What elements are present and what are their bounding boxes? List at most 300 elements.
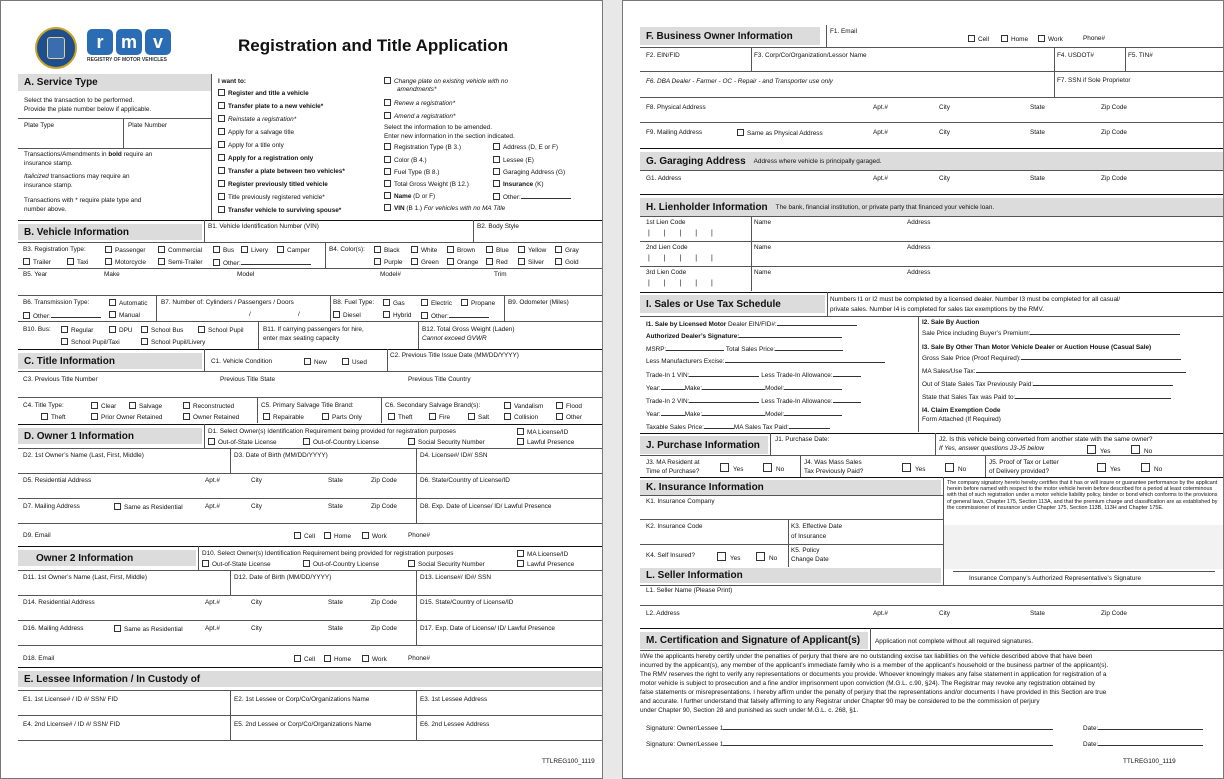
i-want-to-label: I want to: (218, 78, 247, 85)
tt-owner-retained[interactable]: Owner Retained (183, 413, 239, 421)
c1-label: C1. Vehicle Condition (211, 358, 273, 365)
m-text-3: The RMV reserves the right to verify any representations or documents you provide. Whoever knowingly makes any false statement in application for registration of a (640, 671, 1107, 678)
i3-tax: MA Sales/Use Tax: (922, 366, 1186, 375)
i3-label: I3. Sale By Other Than Motor Vehicle Dealer or Auction House (Casual Sale) (922, 344, 1152, 351)
d16-apt: Apt.# (205, 625, 220, 632)
fuel-gas[interactable]: Gas (383, 299, 405, 307)
amend-insurance[interactable]: Insurance (K) (493, 180, 544, 188)
plate-number-label: Plate Number (128, 122, 168, 129)
opt-title-only[interactable]: Apply for a title only (218, 141, 284, 149)
note-bold-2: insurance stamp. (24, 160, 73, 167)
lien2-name: Name (754, 244, 772, 251)
i1-sig: Authorized Dealer’s Signature: (646, 331, 842, 340)
section-k-header: K. Insurance Information (640, 480, 941, 495)
d18-work[interactable]: Work (362, 655, 387, 663)
d14-apt: Apt.# (205, 599, 220, 606)
i1-label: I1. Sale by Licensed Motor Dealer EIN/FID#: (646, 319, 857, 328)
cond-new[interactable]: New (304, 358, 327, 366)
prev-title-state-label: Previous Title State (220, 376, 276, 383)
k5-label: K5. Policy (791, 547, 820, 554)
tt-salvage[interactable]: Salvage (129, 402, 162, 410)
d16-label: D16. Mailing Address (23, 625, 84, 632)
j2-label: J2. Is this vehicle being converted from another state with the same owner? (939, 436, 1153, 443)
k1-label: K1. Insurance Company (646, 498, 715, 505)
j1-label: J1. Purchase Date: (775, 436, 830, 443)
l2-city: City (939, 610, 951, 617)
d11-label: D11. 1st Owner’s Name (Last, First, Middle) (23, 574, 147, 581)
j5-label: J5. Proof of Tax or Letter (989, 459, 1059, 466)
rmv-subtitle: REGISTRY OF MOTOR VEHICLES (87, 57, 167, 63)
id-out-of-country[interactable]: Out-of-Country License (303, 438, 379, 446)
lien3-name: Name (754, 269, 772, 276)
j5-label-2: of Delivery provided? (989, 468, 1050, 475)
c4-label: C4. Title Type: (23, 402, 64, 409)
fuel-electric[interactable]: Electric (421, 299, 452, 307)
d14-city: City (251, 599, 263, 606)
f1-home[interactable]: Home (1001, 35, 1028, 43)
e3-label: E3. 1st Lessee Address (420, 696, 488, 703)
opt-reinstate[interactable]: Reinstate a registration* (218, 115, 296, 123)
id-ma-license[interactable]: MA License/ID (517, 428, 568, 436)
b5-label: B5. Year (23, 271, 48, 278)
id-lawful-presence[interactable]: Lawful Presence (517, 438, 574, 446)
b6-label: B6. Transmission Type: (23, 299, 90, 306)
d17-label: D17. Exp. Date of License/ ID/ Lawful Presence (420, 625, 555, 632)
j2-yes[interactable]: Yes (1087, 445, 1110, 455)
b11-label: B11. If carrying passengers for hire, (263, 326, 364, 333)
l2-zip: Zip Code (1101, 610, 1127, 617)
section-b-header: B. Vehicle Information (18, 224, 202, 240)
g1-state: State (1030, 175, 1045, 182)
d8-label: D8. Exp. Date of License/ ID/ Lawful Presence (420, 503, 552, 510)
color-gold[interactable]: Gold (555, 258, 579, 266)
m-text-1: I/We the applicants hereby certify under the penalties of perjury that there are no outstanding excise tax liabilities on the vehicle described above that have been (640, 653, 1093, 660)
f8-state: State (1030, 104, 1045, 111)
j2-no[interactable]: No (1131, 445, 1152, 455)
tt-clear[interactable]: Clear (91, 402, 116, 410)
section-m-header: M. Certification and Signature of Applicant(s) (640, 632, 868, 649)
g1-label: G1. Address (646, 175, 682, 182)
color-white[interactable]: White (411, 246, 437, 254)
note-italic-2: insurance stamp. (24, 182, 73, 189)
f9-same[interactable]: Same as Physical Address (737, 129, 823, 137)
section-d-header: D. Owner 1 Information (18, 428, 202, 444)
section-j-header: J. Purchase Information (640, 436, 768, 454)
bus-dpu[interactable]: DPU (109, 326, 133, 334)
trans-manual[interactable]: Manual (109, 311, 140, 319)
prev-title-country-label: Previous Title Country (408, 376, 471, 383)
model-label: Model (237, 271, 255, 278)
b11-label-2: enter max seating capacity (263, 335, 340, 342)
k4-label: K4. Self Insured? (646, 552, 696, 559)
rt-semi[interactable]: Semi-Trailer (158, 258, 203, 266)
form-page-2 (622, 0, 1224, 779)
trim-label: Trim (494, 271, 507, 278)
d18-cell[interactable]: Cell (294, 655, 315, 663)
insurance-certification: The company signatory hereto hereby certifies that it has or will insure or guarantee performance by the applicant herein before named with respect to the motor vehicle herein before described for a period at least coterminous with that of such registration under a motor vehicle liability policy, binder or bond which conforms to the provisions of general laws, Chapter 175, Section 113A, and that the premium charge and classification are as established by the commissioner of insurance under Chapter 175, Section 113B, 113H and Chapter 175E. (947, 480, 1218, 511)
rt-taxi[interactable]: Taxi (67, 258, 88, 266)
d12-label: D12. Date of Birth (MM/DD/YYYY) (234, 574, 332, 581)
d9-label: D9. Email (23, 532, 51, 539)
signature-owner-2[interactable]: Signature: Owner/Lessee 1 (646, 739, 1053, 748)
b7-label: B7. Number of: Cylinders / Passengers / Doors (161, 299, 294, 306)
amend-vin[interactable]: VIN (B 1.) For vehicles with no MA Title (384, 204, 505, 212)
i4-note: Form Attached (If Required) (922, 416, 1001, 423)
f4-label: F4. USDOT# (1057, 52, 1094, 59)
opt-change-plate-2: amendments* (397, 86, 437, 93)
d7-label: D7. Mailing Address (23, 503, 80, 510)
j3-label: J3. MA Resident at (646, 459, 700, 466)
f2-label: F2. EIN/FID (646, 52, 680, 59)
owner2-header: Owner 2 Information (18, 550, 196, 566)
k4-no[interactable]: No (756, 552, 777, 562)
model-no-label: Model# (380, 271, 401, 278)
i1-tradein1-ymm: Year: Make: Model: (646, 383, 842, 392)
color-purple[interactable]: Purple (374, 258, 402, 266)
f3-label: F3. Corp/Co/Organization/Lessor Name (754, 52, 867, 59)
i1-tradein2-ymm: Year: Make: Model: (646, 409, 842, 418)
j5-no[interactable]: No (1141, 463, 1162, 473)
color-brown[interactable]: Brown (447, 246, 475, 254)
f8-zip: Zip Code (1101, 104, 1127, 111)
rt-trailer[interactable]: Trailer (23, 258, 51, 266)
opt-transfer-plate[interactable]: Transfer plate to a new vehicle* (218, 102, 323, 110)
i2-label: I2. Sale By Auction (922, 319, 980, 326)
m-note: Application not complete without all required signatures. (875, 638, 1034, 645)
section-a-header: A. Service Type (18, 74, 211, 91)
l2-label: L2. Address (646, 610, 680, 617)
cond-used[interactable]: Used (342, 358, 367, 366)
i1-tradein2: Trade-In 2 VIN: Less Trade-In Allowance: (646, 396, 861, 405)
e1-label: E1. 1st License# / ID #/ SSN/ FID (23, 696, 118, 703)
opt-renew[interactable]: Renew a registration* (384, 99, 455, 107)
d14-state: State (328, 599, 343, 606)
opt-title-prev-registered[interactable]: Title previously registered vehicle* (218, 193, 325, 201)
d1-label: D1. Select Owner(s) Identification Requirement being provided for registration purposes (208, 428, 456, 435)
trans-automatic[interactable]: Automatic (109, 299, 147, 307)
e4-label: E4. 2nd License# / ID #/ SSN/ FID (23, 721, 120, 728)
rmv-logo-r: r (87, 29, 113, 55)
b7-slash-1: / (249, 311, 251, 318)
bus-school[interactable]: School Bus (141, 326, 183, 334)
f9-label: F9. Mailing Address (646, 129, 703, 136)
bus-pupil-taxi[interactable]: School Pupil/Taxi (61, 338, 120, 346)
e6-label: E6. 2nd Lessee Address (420, 721, 490, 728)
amend-address[interactable]: Address (D, E or F) (493, 143, 558, 151)
f8-apt: Apt.# (873, 104, 888, 111)
j4-label: J4. Was Mass Sales (804, 459, 862, 466)
b9-label: B9. Odometer (Miles) (508, 299, 569, 306)
g1-city: City (939, 175, 951, 182)
d18-home[interactable]: Home (324, 655, 351, 663)
lien1-boxes[interactable]: | | | | | (648, 230, 719, 237)
f6-label: F6. DBA Dealer - Farmer - OC - Repair - and Transporter use only (646, 78, 833, 85)
section-f-header: F. Business Owner Information (640, 27, 820, 45)
j3-label-2: Time of Purchase? (646, 468, 700, 475)
opt-register-title[interactable]: Register and title a vehicle (218, 89, 309, 97)
note-star-2: number above. (24, 206, 67, 213)
fuel-propane[interactable]: Propane (461, 299, 495, 307)
rt-other[interactable]: Other: (213, 258, 311, 267)
lien3-boxes[interactable]: | | | | | (648, 280, 719, 287)
d9-home[interactable]: Home (324, 532, 351, 540)
opt-surviving-spouse[interactable]: Transfer vehicle to surviving spouse* (218, 206, 341, 214)
d7-state: State (328, 503, 343, 510)
j4-no[interactable]: No (945, 463, 966, 473)
k4-yes[interactable]: Yes (717, 552, 740, 562)
section-g-header: G. Garaging Address Address where vehicle is principally garaged. (640, 152, 1224, 170)
d10-label: D10. Select Owner(s) Identification Requirement being provided for registration purposes (202, 550, 454, 557)
amend-other[interactable]: Other: (493, 192, 571, 201)
c6-label: C6. Secondary Salvage Brand(s): (385, 402, 481, 409)
amend-reg-type[interactable]: Registration Type (B 3.) (384, 143, 461, 151)
b12-label: B12. Total Gross Weight (Laden) (422, 326, 515, 333)
sb-theft[interactable]: Theft (388, 413, 413, 421)
page-title: Registration and Title Application (238, 36, 509, 55)
plate-type-label: Plate Type (24, 122, 55, 129)
i1-excise: Less Manufacturers Excise: (646, 356, 885, 365)
b8-label: B8. Fuel Type: (333, 299, 375, 306)
form-number-2: TTLREG100_1119 (1123, 758, 1176, 765)
sb-other[interactable]: Other (556, 413, 582, 421)
amend-fuel[interactable]: Fuel Type (B 8.) (384, 168, 439, 176)
d16-same[interactable]: Same as Residential (114, 625, 183, 633)
b1-label: B1. Vehicle Identification Number (VIN) (208, 223, 319, 230)
insurance-stamp-area[interactable] (944, 525, 1224, 569)
f9-apt: Apt.# (873, 129, 888, 136)
opt-transfer-between[interactable]: Transfer a plate between two vehicles* (218, 167, 345, 175)
bus-pupil-livery[interactable]: School Pupil/Livery (141, 338, 205, 346)
lien1-code: 1st Lien Code (646, 219, 686, 226)
d18-phone: Phone# (408, 655, 431, 662)
section-h-header: H. Lienholder Information The bank, financial institution, or private party that financed your vehicle loan. (640, 198, 1224, 216)
e2-label: E2. 1st Lessee or Corp/Co/Organizations Name (234, 696, 370, 703)
d9-phone: Phone# (408, 532, 431, 539)
opt-amend[interactable]: Amend a registration* (384, 112, 455, 120)
l2-apt: Apt.# (873, 610, 888, 617)
bus-school-pupil[interactable]: School Pupil (198, 326, 244, 334)
f1-phone: Phone# (1083, 35, 1106, 42)
j2-note: If Yes, answer questions J3-J5 below (939, 445, 1045, 452)
rt-commercial[interactable]: Commercial (158, 246, 202, 254)
d3-label: D3. Date of Birth (MM/DD/YYYY) (234, 452, 328, 459)
d6-label: D6. State/Country of License/ID (420, 477, 510, 484)
f9-city: City (939, 129, 951, 136)
d5-apt: Apt.# (205, 477, 220, 484)
rt-livery[interactable]: Livery (241, 246, 268, 254)
pb-repairable[interactable]: Repairable (263, 413, 304, 421)
id-out-of-state[interactable]: Out-of-State License (208, 438, 277, 446)
m-text-7: under Chapter 90, Section 28 and punished as such under M.G.L. c. 268, §1. (640, 707, 859, 714)
f9-zip: Zip Code (1101, 129, 1127, 136)
j3-yes[interactable]: Yes (720, 463, 743, 473)
tt-prior-owner[interactable]: Prior Owner Retained (91, 413, 162, 421)
b2-label: B2. Body Style (477, 223, 519, 230)
d14-label: D14. Residential Address (23, 599, 95, 606)
j3-no[interactable]: No (763, 463, 784, 473)
color-yellow[interactable]: Yellow (518, 246, 546, 254)
pb-parts-only[interactable]: Parts Only (322, 413, 362, 421)
i3-oos: Out of State Sales Tax Previously Paid: (922, 379, 1173, 388)
j4-label-2: Tax Previously Paid? (804, 468, 864, 475)
amend-lessee[interactable]: Lessee (E) (493, 156, 534, 164)
insurance-signature-label: Insurance Company’s Authorized Representative’s Signature (969, 575, 1142, 582)
i2-price: Sale Price including Buyer’s Premium: (922, 328, 1180, 337)
k3-label: K3. Effective Date (791, 523, 843, 530)
tt-theft[interactable]: Theft (41, 413, 66, 421)
sb-salt[interactable]: Salt (468, 413, 489, 421)
m-text-5: false statements or misrepresentations. I hereby affirm under the penalty of perjury that the representations and/or documents I have provided in this Section are true (640, 689, 1107, 696)
fuel-diesel[interactable]: Diesel (333, 311, 361, 319)
d9-cell[interactable]: Cell (294, 532, 315, 540)
amend-color[interactable]: Color (B 4.) (384, 156, 427, 164)
i3-state: State that Sales Tax was Paid to: (922, 392, 1171, 401)
lien2-address: Address (907, 244, 931, 251)
b4-label: B4. Color(s): (329, 246, 365, 253)
lien3-code: 3rd Lien Code (646, 269, 687, 276)
id-ssn[interactable]: Social Security Number (408, 438, 485, 446)
l2-state: State (1030, 610, 1045, 617)
d4-label: D4. License#/ ID#/ SSN (420, 452, 488, 459)
sb-vandalism[interactable]: Vandalism (504, 402, 543, 410)
g1-apt: Apt.# (873, 175, 888, 182)
section-l-header: L. Seller Information (640, 568, 941, 583)
opt-change-plate[interactable]: Change plate on existing vehicle with no (384, 77, 508, 85)
f1-cell[interactable]: Cell (968, 35, 989, 43)
d16-city: City (251, 625, 263, 632)
l1-label: L1. Seller Name (Please Print) (646, 587, 733, 594)
i1-msrp: MSRP: Total Sales Price: (646, 344, 843, 353)
amend-instr-2: Enter new information in the section indicated. (384, 133, 515, 140)
f5-label: F5. TIN# (1128, 52, 1153, 59)
i1-tradein1: Trade-In 1 VIN: Less Trade-In Allowance: (646, 370, 861, 379)
b10-label: B10. Bus: (23, 326, 51, 333)
d18-label: D18. Email (23, 655, 55, 662)
color-orange[interactable]: Orange (447, 258, 478, 266)
id2-ssn[interactable]: Social Security Number (408, 560, 485, 568)
k5-label-2: Change Date (791, 556, 829, 563)
signature-owner-1[interactable]: Signature: Owner/Lessee 1 (646, 723, 1053, 732)
section-a-desc-1: Select the transaction to be performed. (24, 97, 135, 104)
section-e-header: E. Lessee Information / In Custody of (18, 671, 603, 687)
section-c-header: C. Title Information (18, 353, 202, 369)
d13-label: D13. License#/ ID#/ SSN (420, 574, 492, 581)
fuel-other[interactable]: Other: (421, 311, 489, 320)
rt-camper[interactable]: Camper (277, 246, 310, 254)
i-note-1: Numbers I1 or I2 must be completed by a licensed dealer. Number I3 must be completed for all casual/ (830, 296, 1121, 303)
id2-lawful-presence[interactable]: Lawful Presence (517, 560, 574, 568)
id2-ma-license[interactable]: MA License/ID (517, 550, 568, 558)
lien2-code: 2nd Lien Code (646, 244, 688, 251)
color-green[interactable]: Green (411, 258, 439, 266)
b7-slash-2: / (298, 311, 300, 318)
f8-label: F8. Physical Address (646, 104, 706, 111)
f7-label: F7. SSN if Sole Proprietor (1057, 77, 1131, 84)
f1-work[interactable]: Work (1038, 35, 1063, 43)
fuel-hybrid[interactable]: Hybrid (383, 311, 411, 319)
opt-salvage-title[interactable]: Apply for a salvage title (218, 128, 294, 136)
g1-zip: Zip Code (1101, 175, 1127, 182)
d7-city: City (251, 503, 263, 510)
amend-garaging[interactable]: Garaging Address (G) (493, 168, 565, 176)
d15-label: D15. State/Country of License/ID (420, 599, 514, 606)
massachusetts-seal-icon (35, 27, 77, 69)
c3-label: C3. Previous Title Number (23, 376, 98, 383)
d5-city: City (251, 477, 263, 484)
rmv-logo-m: m (116, 29, 142, 55)
amend-name[interactable]: Name (D or F) (384, 192, 435, 200)
bus-regular[interactable]: Regular (61, 326, 93, 334)
lien1-name: Name (754, 219, 772, 226)
amend-weight[interactable]: Total Gross Weight (B 12.) (384, 180, 469, 188)
sb-collision[interactable]: Collision (504, 413, 538, 421)
make-label: Make (104, 271, 120, 278)
d14-zip: Zip Code (371, 599, 397, 606)
trans-other[interactable]: Other: (23, 311, 101, 320)
opt-register-prev-titled[interactable]: Register previously titled vehicle (218, 180, 328, 188)
d7-zip: Zip Code (371, 503, 397, 510)
form-page-1 (0, 0, 603, 779)
m-text-6: and accurate. I further understand that falsely affirming to any Registrar under Chapter 90 may be considered to be the commission of perjury (640, 698, 1040, 705)
signature-date-2[interactable]: Date: (1083, 739, 1203, 748)
section-i-header: I. Sales or Use Tax Schedule (640, 295, 825, 313)
d5-state: State (328, 477, 343, 484)
color-red[interactable]: Red (486, 258, 508, 266)
id2-out-of-country[interactable]: Out-of-Country License (303, 560, 379, 568)
m-text-4: motor vehicle is subject to prosecution and a fine and/or imprisonment upon conviction (M.G.L. c.90, §24). The Registrar may revoke any registration obtained by (640, 680, 1095, 687)
lien1-address: Address (907, 219, 931, 226)
d7-apt: Apt.# (205, 503, 220, 510)
note-bold: Transactions/Amendments in bold require an (24, 151, 153, 158)
b3-label: B3. Registration Type: (23, 246, 86, 253)
rt-bus[interactable]: Bus (213, 246, 234, 254)
color-blue[interactable]: Blue (486, 246, 509, 254)
d7-same[interactable]: Same as Residential (114, 503, 183, 511)
rt-passenger[interactable]: Passenger (105, 246, 146, 254)
d5-label: D5. Residential Address (23, 477, 92, 484)
i1-taxable: Taxable Sales Price: MA Sales Tax Paid: (646, 422, 830, 431)
section-a-desc-2: Provide the plate number below if applicable. (24, 106, 152, 113)
lien2-boxes[interactable]: | | | | | (648, 255, 719, 262)
signature-date-1[interactable]: Date: (1083, 723, 1203, 732)
amend-instr-1: Select the information to be amended. (384, 124, 492, 131)
rt-motorcycle[interactable]: Motorcycle (105, 258, 146, 266)
c5-label: C5. Primary Salvage Title Brand: (261, 402, 354, 409)
id2-out-of-state[interactable]: Out-of-State License (202, 560, 271, 568)
j4-yes[interactable]: Yes (902, 463, 925, 473)
d5-zip: Zip Code (371, 477, 397, 484)
tt-reconstructed[interactable]: Reconstructed (183, 402, 234, 410)
i4-label: I4. Claim Exemption Code (922, 407, 1001, 414)
b12-note: Cannot exceed GVWR (422, 335, 487, 342)
k2-label: K2. Insurance Code (646, 523, 703, 530)
opt-registration-only[interactable]: Apply for a registration only (218, 154, 313, 162)
e5-label: E5. 2nd Lessee or Corp/Co/Organizations Name (234, 721, 372, 728)
f1-label: F1. Email (830, 28, 857, 35)
f9-state: State (1030, 129, 1045, 136)
rmv-logo-v: v (145, 29, 171, 55)
m-text-2: incurred by the applicant(s), any member of the applicant’s immediate family who is a member of the applicant’s household or the business partner of the applicant(s). (640, 662, 1109, 669)
sb-fire[interactable]: Fire (429, 413, 450, 421)
sb-flood[interactable]: Flood (556, 402, 582, 410)
k3-label-2: of Insurance (791, 533, 827, 540)
color-black[interactable]: Black (374, 246, 400, 254)
d2-label: D2. 1st Owner’s Name (Last, First, Middle) (23, 452, 144, 459)
j5-yes[interactable]: Yes (1097, 463, 1120, 473)
d9-work[interactable]: Work (362, 532, 387, 540)
color-silver[interactable]: Silver (518, 258, 544, 266)
color-gray[interactable]: Gray (555, 246, 579, 254)
